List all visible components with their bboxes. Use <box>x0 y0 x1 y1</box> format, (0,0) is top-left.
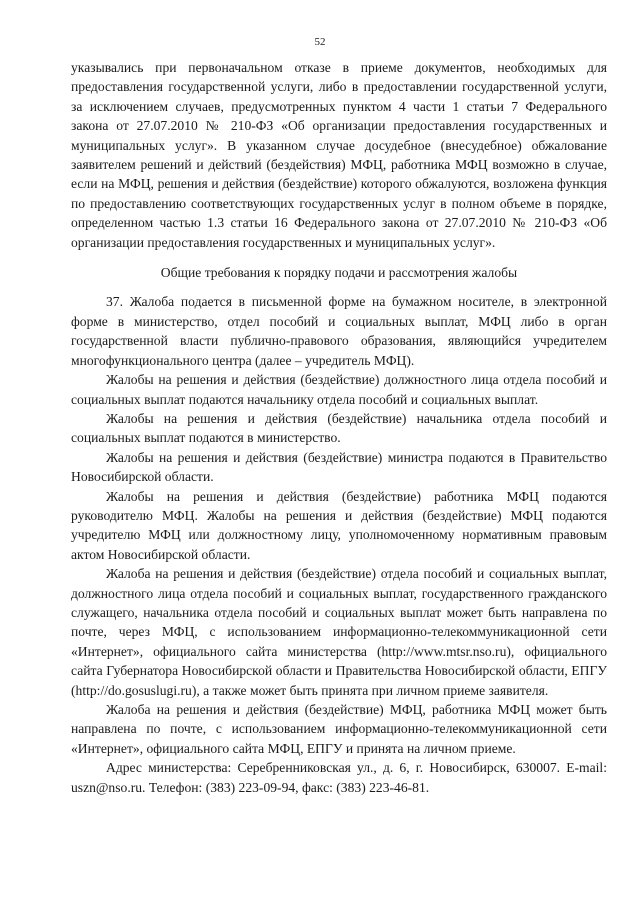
paragraph: Жалобы на решения и действия (бездействие) начальника отдела пособий и социальных выплат подаются в министерство. <box>71 410 607 446</box>
paragraph: Жалоба на решения и действия (бездействие) МФЦ, работника МФЦ может быть направлена по почте, с использованием информационно-телекоммуникационной сети «Интернет», официального сайта МФЦ, ЕПГУ и принята на личном приеме. <box>71 702 607 756</box>
page-number: 52 <box>314 36 326 48</box>
paragraph-continuation: указывались при первоначальном отказе в приеме документов, необходимых для предоставления государственной услуги, либо в предоставлении государственной услуги, за исключением случаев, предусмотренных пунктом 4 части 1 статьи 7 Федерального закона от 27.07.2010 № 210-ФЗ «Об организации предоставления государственных и муниципальных услуг». В указанном случае досудебное (внесудебное) обжалование заявителем решений и действий (бездействия) МФЦ, работника МФЦ возможно в случае, если на МФЦ, решения и действия (бездействие) которого обжалуются, возложена функция по предоставлению соответствующих государственных услуг в полном объеме в порядке, определенном частью 1.3 статьи 16 Федерального закона от 27.07.2010 № 210-ФЗ «Об организации предоставления государственных и муниципальных услуг». <box>71 60 607 250</box>
document-body <box>71 58 607 797</box>
paragraph-37: 37. Жалоба подается в письменной форме на бумажном носителе, в электронной форме в министерство, отдел пособий и социальных выплат, МФЦ либо в орган государственной власти публично-правового образования, являющийся учредителем многофункционального центра (далее – учредитель МФЦ). <box>71 294 607 368</box>
paragraph: Жалобы на решения и действия (бездействие) должностного лица отдела пособий и социальных выплат подаются начальнику отдела пособий и социальных выплат. <box>71 372 607 407</box>
section-heading: Общие требования к порядку подачи и рассмотрения жалобы <box>160 265 518 281</box>
paragraph: Жалобы на решения и действия (бездействие) министра подаются в Правительство Новосибирской области. <box>71 449 607 485</box>
paragraph: Жалоба на решения и действия (бездействие) отдела пособий и социальных выплат, должностного лица отдела пособий и социальных выплат, государственного гражданского служащего, начальника отдела пособий и социальных выплат может быть направлена по почте, через МФЦ, с использованием информационно-телекоммуникационной сети «Интернет», официального сайта министерства (http://www.mtsr.nso.ru), официального сайта Губернатора Новосибирской области и Правительства Новосибирской области, ЕПГУ (http://do.gosuslugi.ru), а также может быть принята при личном приеме заявителя. <box>71 566 607 698</box>
paragraph: Жалобы на решения и действия (бездействие) работника МФЦ подаются руководителю МФЦ. Жалобы на решения и действия (бездействие) МФЦ подаются учредителю МФЦ или должностному лицу, уполномоченному нормативным правовым актом Новосибирской области. <box>71 488 607 562</box>
paragraph-contacts: Адрес министерства: Серебренниковская ул., д. 6, г. Новосибирск, 630007. E-mail: uszn@nso.ru. Телефон: (383) 223-09-94, факс: (383) 223-46-81. <box>71 760 607 795</box>
